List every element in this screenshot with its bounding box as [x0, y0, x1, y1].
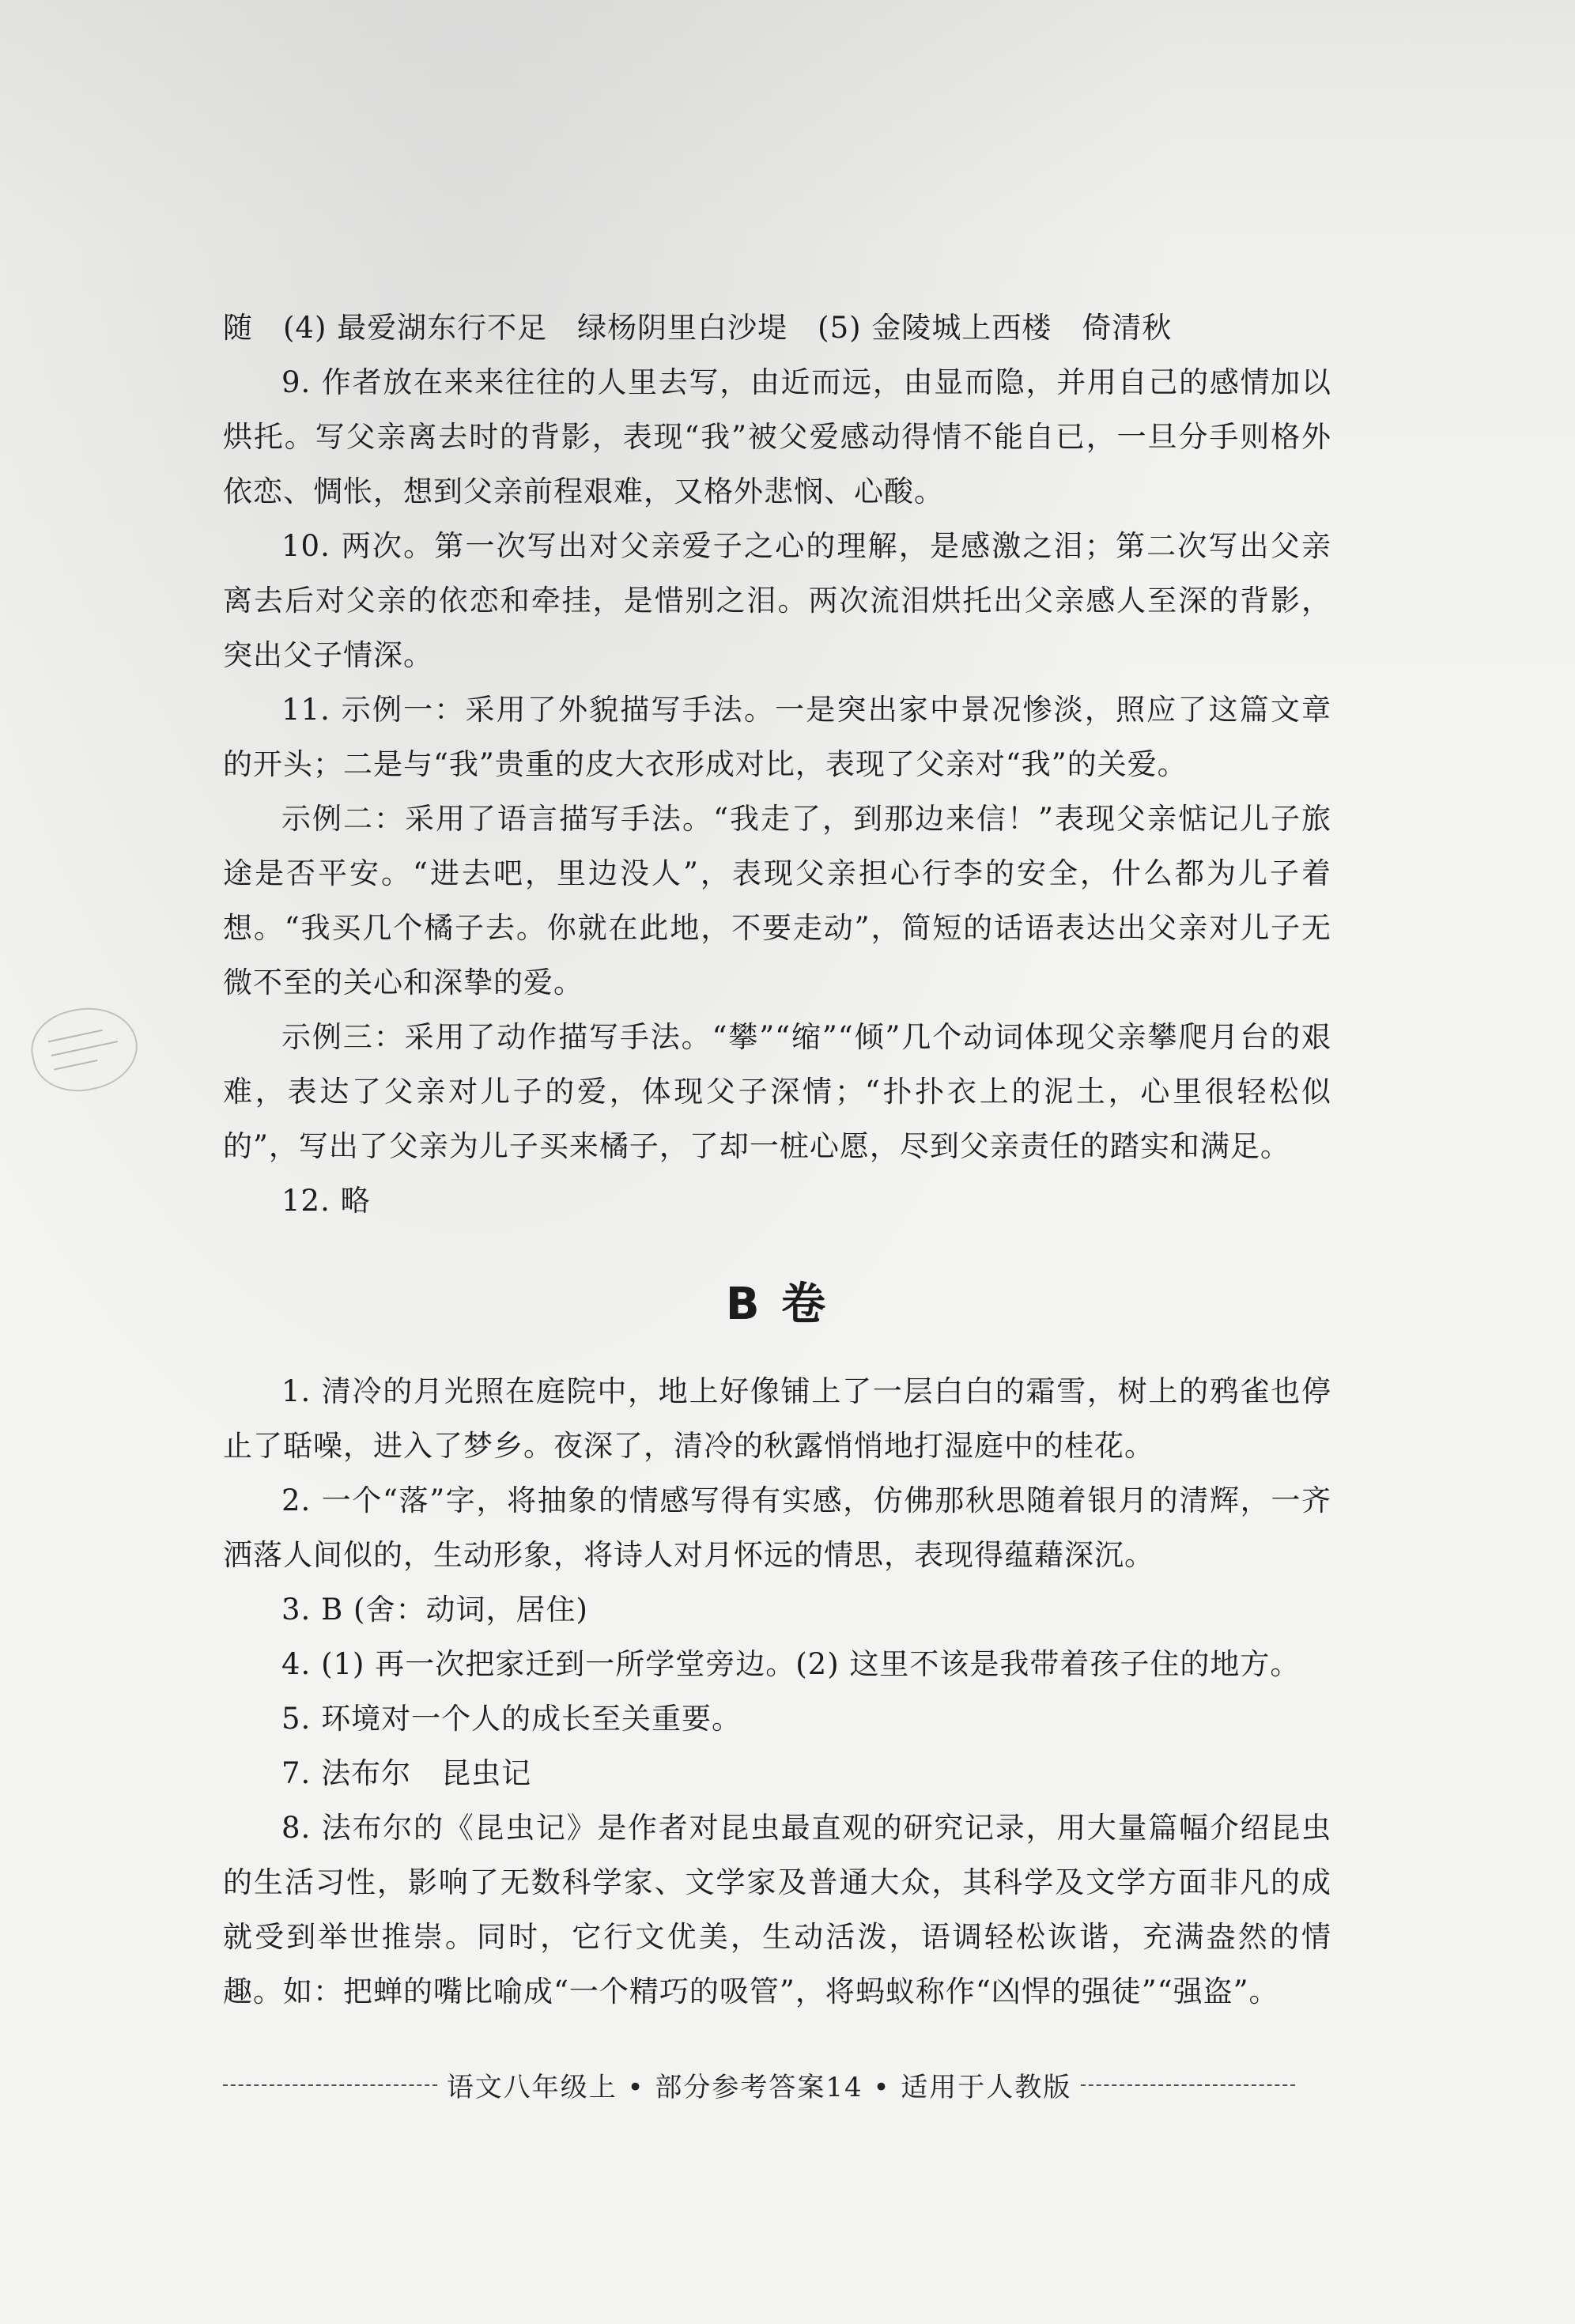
- answer-paragraph: 3. B (舍：动词，居住): [281, 1593, 588, 1627]
- answer-paragraph: 1. 清冷的月光照在庭院中，地上好像铺上了一层白白的霜雪，树上的鸦雀也停止了聒噪，进入了梦乡。夜深了，清冷的秋露悄悄地打湿庭中的桂花。: [223, 1374, 1331, 1463]
- stamp-mark: [25, 998, 145, 1101]
- section-b: [223, 1364, 1331, 2019]
- answer-paragraph: 9. 作者放在来来往往的人里去写，由近而远，由显而隐，并用自己的感情加以烘托。写父亲离去时的背影，表现“我”被父爱感动得情不能自已，一旦分手则格外依恋、惆怅，想到父亲前程艰难，又格外悲悯、心酸。: [223, 365, 1331, 508]
- answer-paragraph: 4. (1) 再一次把家迁到一所学堂旁边。(2) 这里不该是我带着孩子住的地方。: [281, 1647, 1301, 1681]
- footer-dash-left: [223, 2084, 437, 2086]
- answer-content: [223, 300, 1331, 2019]
- footer-text: 语文八年级上 • 部分参考答案14 • 适用于人教版: [446, 2072, 1072, 2103]
- section-b-title: B 卷: [725, 1279, 829, 1330]
- answer-paragraph: 示例二：采用了语言描写手法。“我走了，到那边来信！”表现父亲惦记儿子旅途是否平安。“进去吧，里边没人”，表现父亲担心行李的安全，什么都为儿子着想。“我买几个橘子去。你就在此地，不要走动”，简短的话语表达出父亲对儿子无微不至的关心和深挚的爱。: [223, 802, 1331, 1000]
- section-a: [223, 300, 1331, 1228]
- answer-paragraph: 2. 一个“落”字，将抽象的情感写得有实感，仿佛那秋思随着银月的清辉，一齐洒落人间似的，生动形象，将诗人对月怀远的情思，表现得蕴藉深沉。: [223, 1483, 1331, 1572]
- answer-paragraph: 随 (4) 最爱湖东行不足 绿杨阴里白沙堤 (5) 金陵城上西楼 倚清秋: [223, 311, 1173, 345]
- answer-paragraph: 示例三：采用了动作描写手法。“攀”“缩”“倾”几个动词体现父亲攀爬月台的艰难，表达了父亲对儿子的爱，体现父子深情；“扑扑衣上的泥土，心里很轻松似的”，写出了父亲为儿子买来橘子，了却一桩心愿，尽到父亲责任的踏实和满足。: [223, 1020, 1331, 1163]
- answer-paragraph: 11. 示例一：采用了外貌描写手法。一是突出家中景况惨淡，照应了这篇文章的开头；二是与“我”贵重的皮大衣形成对比，表现了父亲对“我”的关爱。: [223, 693, 1331, 781]
- answer-paragraph: 7. 法布尔 昆虫记: [281, 1756, 532, 1790]
- answer-paragraph: 12. 略: [281, 1184, 371, 1218]
- page-footer: [213, 2065, 1305, 2104]
- answer-paragraph: 10. 两次。第一次写出对父亲爱子之心的理解，是感激之泪；第二次写出父亲离去后对父亲的依恋和牵挂，是惜别之泪。两次流泪烘托出父亲感人至深的背影，突出父子情深。: [223, 529, 1331, 672]
- answer-paragraph: 5. 环境对一个人的成长至关重要。: [281, 1702, 742, 1736]
- answer-paragraph: 8. 法布尔的《昆虫记》是作者对昆虫最直观的研究记录，用大量篇幅介绍昆虫的生活习性，影响了无数科学家、文学家及普通大众，其科学及文学方面非凡的成就受到举世推崇。同时，它行文优美，生动活泼，语调轻松诙谐，充满盎然的情趣。如：把蝉的嘴比喻成“一个精巧的吸管”，将蚂蚁称作“凶悍的强徒”“强盗”。: [223, 1811, 1331, 2008]
- footer-dash-right: [1081, 2084, 1295, 2086]
